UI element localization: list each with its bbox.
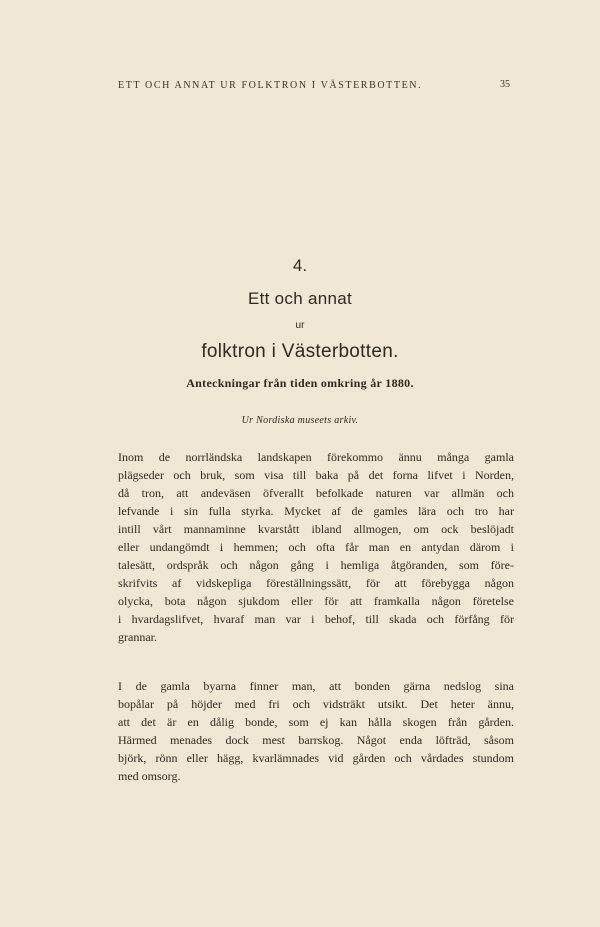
text-line: I de gamla byarna finner man, att bonden gärna nedslog sina [118,679,514,693]
title-line-2: folktron i Västerbotten. [201,341,399,362]
text-line: skrifvits af vidskepliga föreställningssätt, för att förebygga någon [118,576,514,590]
running-head: ETT OCH ANNAT UR FOLKTRON I VÄSTERBOTTEN. [118,80,423,91]
text-line: i hvardagslifvet, hvaraf man var i behof, till skada och förfång för [118,612,514,626]
text-line: intill vårt mannaminne kvarstått ibland allmogen, om ock beslöjadt [118,522,514,536]
text-line: eller undangömdt i hemmen; och ofta får man en antydan därom i [118,540,514,554]
text-line: med omsorg. [118,769,181,783]
title-line-1: Ett och annat [247,289,353,308]
section-number: 4. [292,256,308,275]
paragraph-1 [118,448,514,646]
text-line: bopålar på höjder med fri och vidsträkt utsikt. Det heter ännu, [118,697,514,711]
text-line: olycka, bota någon sjukdom eller för att framkalla någon företelse [118,594,514,608]
title-conjunction: ur [295,320,305,331]
paragraph-2 [118,677,514,785]
text-line: björk, rönn eller hägg, kvarlämnades vid gården och vårdades stundom [118,751,514,765]
text-line: Inom de norrländska landskapen förekommo ännu många gamla [118,450,514,464]
text-line: Härmed menades dock mest barrskog. Något enda löfträd, såsom [118,733,514,747]
text-line: att det är en dålig bonde, som ej kan hålla skogen från gården. [118,715,514,729]
source-note: Ur Nordiska museets arkiv. [241,415,359,426]
text-line: grannar. [118,630,157,644]
page-number: 35 [500,79,510,90]
text-line: då tron, att andeväsen öfverallt befolkade naturen var allmän och [118,486,514,500]
text-line: lefvande i sin fulla styrka. Mycket af de gamles lära och tro har [118,504,514,518]
text-line: talesätt, ordspråk och någon gång i hemliga åtgöranden, som före- [118,558,514,572]
text-line: plägseder och bruk, som visa till baka på det forna lifvet i Norden, [118,468,514,482]
subtitle: Anteckningar från tiden omkring år 1880. [186,376,414,390]
